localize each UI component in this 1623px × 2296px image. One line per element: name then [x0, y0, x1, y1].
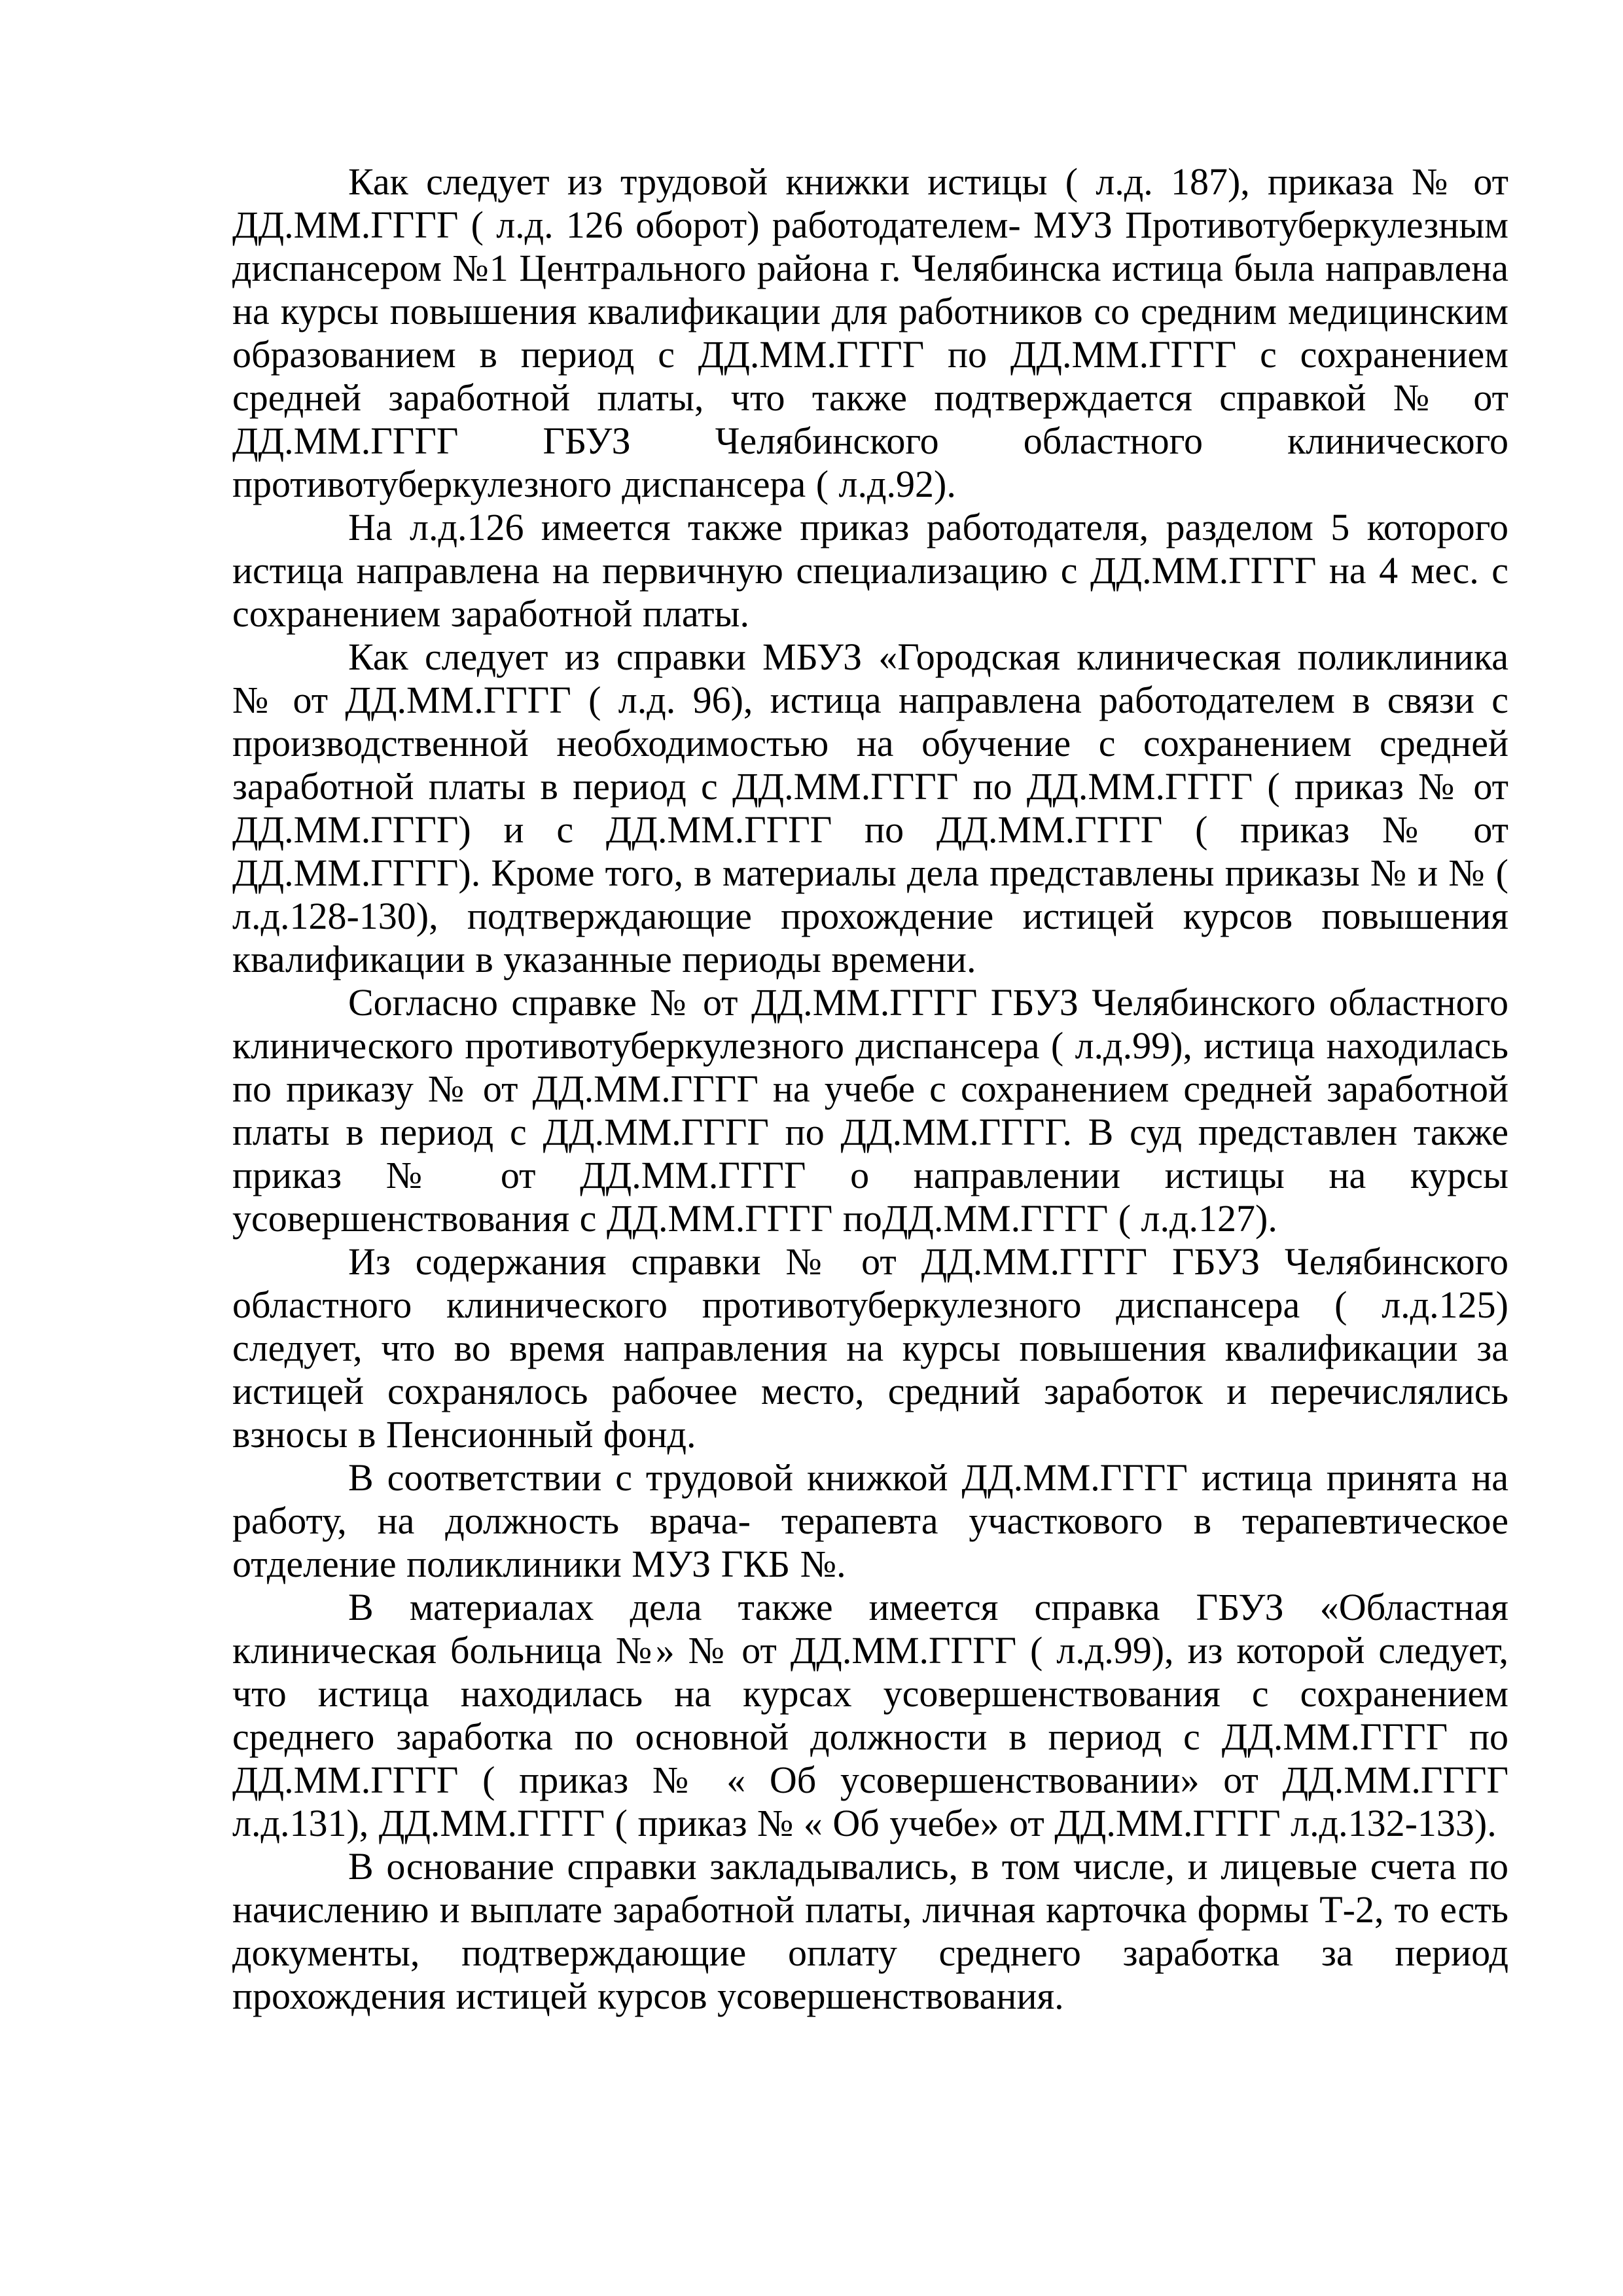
paragraph-spravka-ld125: Из содержания справки № от ДД.ММ.ГГГГ ГБУЗ Челябинского областного клинического противотуберкулезного диспансера ( л.д.125) следует, что во время направления на курсы повышения квалификации за истицей сохранялось рабочее место, средний заработок и перечислялись взносы в Пенсионный фонд.	[232, 1240, 1508, 1456]
paragraph-prikaz-ld126: На л.д.126 имеется также приказ работодателя, разделом 5 которого истица направлена на первичную специализацию с ДД.ММ.ГГГГ на 4 мес. с сохранением заработной платы.	[232, 506, 1508, 635]
paragraph-spravka-oblastnaya-bolnitsa: В материалах дела также имеется справка ГБУЗ «Областная клиническая больница №» № от ДД.ММ.ГГГГ ( л.д.99), из которой следует, что истица находилась на курсах усовершенствования с сохранением среднего заработка по основной должности в период с ДД.ММ.ГГГГ по ДД.ММ.ГГГГ ( приказ № « Об усовершенствовании» от ДД.ММ.ГГГГ л.д.131), ДД.ММ.ГГГГ ( приказ № « Об учебе» от ДД.ММ.ГГГГ л.д.132-133).	[232, 1586, 1508, 1844]
paragraph-trudovaya-knizhka: Как следует из трудовой книжки истицы ( л.д. 187), приказа № от ДД.ММ.ГГГГ ( л.д. 126 оборот) работодателем- МУЗ Противотуберкулезным диспансером №1 Центрального района г. Челябинска истица была направлена на курсы повышения квалификации для работников со средним медицинским образованием в период с ДД.ММ.ГГГГ по ДД.ММ.ГГГГ с сохранением средней заработной платы, что также подтверждается справкой № от ДД.ММ.ГГГГ ГБУЗ Челябинского областного клинического противотуберкулезного диспансера ( л.д.92).	[232, 160, 1508, 505]
paragraph-priem-na-rabotu: В соответствии с трудовой книжкой ДД.ММ.ГГГГ истица принята на работу, на должность врача- терапевта участкового в терапевтическое отделение поликлиники МУЗ ГКБ №.	[232, 1456, 1508, 1585]
paragraph-spravka-gbuz-ld99: Согласно справке № от ДД.ММ.ГГГГ ГБУЗ Челябинского областного клинического противотуберкулезного диспансера ( л.д.99), истица находилась по приказу № от ДД.ММ.ГГГГ на учебе с сохранением средней заработной платы в период с ДД.ММ.ГГГГ по ДД.ММ.ГГГГ. В суд представлен также приказ № от ДД.ММ.ГГГГ о направлении истицы на курсы усовершенствования с ДД.ММ.ГГГГ поДД.ММ.ГГГГ ( л.д.127).	[232, 981, 1508, 1240]
paragraph-spravka-mbuz: Как следует из справки МБУЗ «Городская клиническая поликлиника № от ДД.ММ.ГГГГ ( л.д. 96), истица направлена работодателем в связи с производственной необходимостью на обучение с сохранением средней заработной платы в период с ДД.ММ.ГГГГ по ДД.ММ.ГГГГ ( приказ № от ДД.ММ.ГГГГ) и с ДД.ММ.ГГГГ по ДД.ММ.ГГГГ ( приказ № от ДД.ММ.ГГГГ). Кроме того, в материалы дела представлены приказы № и № ( л.д.128-130), подтверждающие прохождение истицей курсов повышения квалификации в указанные периоды времени.	[232, 636, 1508, 980]
paragraph-osnovanie-spravki: В основание справки закладывались, в том числе, и лицевые счета по начислению и выплате заработной платы, личная карточка формы Т-2, то есть документы, подтверждающие оплату среднего заработка за период прохождения истицей курсов усовершенствования.	[232, 1845, 1508, 2017]
